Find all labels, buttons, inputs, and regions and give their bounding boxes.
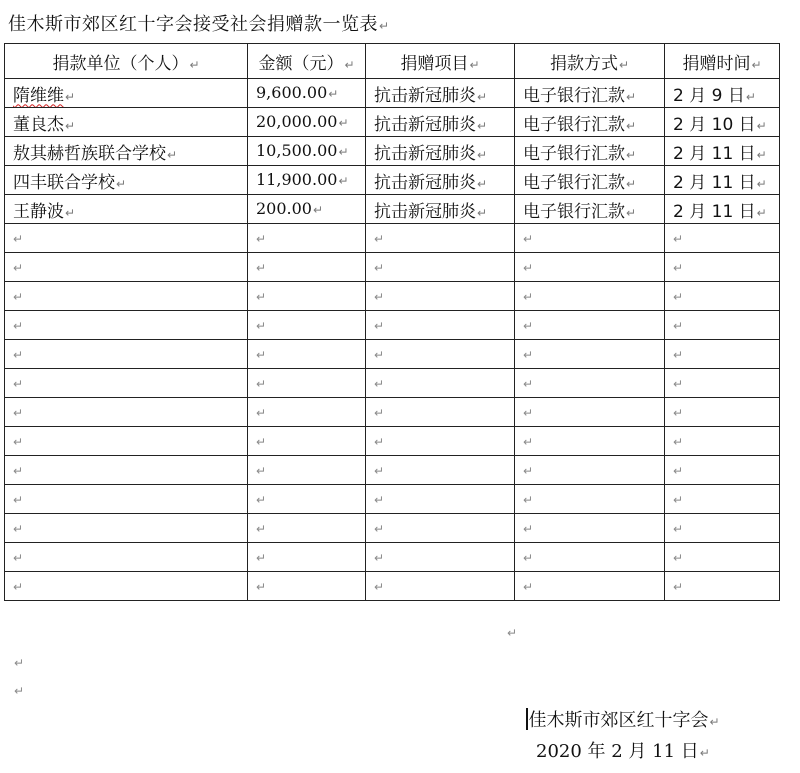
cell-project-empty bbox=[366, 224, 515, 253]
cell-amount bbox=[248, 137, 366, 166]
cell-amount-empty bbox=[248, 398, 366, 427]
paragraph-mark-icon: ↵ bbox=[328, 87, 339, 101]
cell-date-empty bbox=[665, 543, 780, 572]
cell-date-empty bbox=[665, 572, 780, 601]
table-row-empty bbox=[5, 340, 780, 369]
cell-project bbox=[366, 108, 515, 137]
cell-project-empty bbox=[366, 543, 515, 572]
header-date-label: 捐赠时间 bbox=[682, 53, 751, 74]
cell-date bbox=[665, 195, 780, 224]
cell-method-empty bbox=[515, 456, 665, 485]
cell-donor bbox=[5, 137, 248, 166]
cell-amount bbox=[248, 195, 366, 224]
project-value: 抗击新冠肺炎 bbox=[374, 114, 476, 135]
cell-amount-empty bbox=[248, 340, 366, 369]
cell-method-empty bbox=[515, 340, 665, 369]
cell-method-empty bbox=[515, 282, 665, 311]
header-project bbox=[366, 44, 515, 79]
cell-date-empty bbox=[665, 485, 780, 514]
paragraph-mark-icon: ↵ bbox=[756, 205, 767, 220]
cell-donor-empty bbox=[5, 572, 248, 601]
cell-amount-empty bbox=[248, 485, 366, 514]
paragraph-mark-icon: ↵ bbox=[256, 261, 267, 275]
cell-amount-empty bbox=[248, 427, 366, 456]
amount-value: 20,000.00 bbox=[256, 112, 338, 131]
cell-amount bbox=[248, 79, 366, 108]
cell-project-empty bbox=[366, 311, 515, 340]
cell-method bbox=[515, 79, 665, 108]
table-header-row bbox=[5, 44, 780, 79]
cell-date-empty bbox=[665, 253, 780, 282]
paragraph-mark-icon: ↵ bbox=[116, 176, 127, 191]
paragraph-mark-icon: ↵ bbox=[477, 147, 488, 162]
paragraph-mark-icon: ↵ bbox=[673, 493, 684, 507]
project-value: 抗击新冠肺炎 bbox=[374, 172, 476, 193]
table-row-empty bbox=[5, 456, 780, 485]
signature-organization bbox=[526, 706, 720, 732]
paragraph-mark-icon: ↵ bbox=[756, 176, 767, 191]
paragraph-mark-icon: ↵ bbox=[523, 522, 534, 536]
header-amount-label: 金额（元） bbox=[258, 53, 344, 74]
table-row-empty bbox=[5, 514, 780, 543]
table-row-empty bbox=[5, 253, 780, 282]
paragraph-mark-icon: ↵ bbox=[673, 406, 684, 420]
table-row-empty bbox=[5, 282, 780, 311]
method-value: 电子银行汇款 bbox=[523, 85, 625, 106]
header-donor-label: 捐款单位（个人） bbox=[52, 53, 189, 74]
paragraph-mark-icon: ↵ bbox=[673, 435, 684, 449]
cell-method-empty bbox=[515, 253, 665, 282]
table-row-empty bbox=[5, 369, 780, 398]
paragraph-mark-icon: ↵ bbox=[673, 319, 684, 333]
paragraph-mark-icon: ↵ bbox=[13, 348, 24, 362]
header-project-label: 捐赠项目 bbox=[400, 53, 469, 74]
cell-donor bbox=[5, 195, 248, 224]
table-row-empty bbox=[5, 427, 780, 456]
cell-project bbox=[366, 79, 515, 108]
paragraph-mark-icon: ↵ bbox=[338, 174, 349, 188]
table-row-empty bbox=[5, 398, 780, 427]
method-value: 电子银行汇款 bbox=[523, 143, 625, 164]
paragraph-mark-icon: ↵ bbox=[256, 232, 267, 246]
paragraph-mark-icon: ↵ bbox=[673, 551, 684, 565]
donor-name: 王静波 bbox=[13, 201, 64, 222]
paragraph-mark-icon: ↵ bbox=[699, 746, 710, 760]
donor-name: 隋维维 bbox=[13, 85, 64, 106]
table-row bbox=[5, 166, 780, 195]
cell-project-empty bbox=[366, 427, 515, 456]
cell-project-empty bbox=[366, 572, 515, 601]
cell-donor bbox=[5, 79, 248, 108]
date-value: 2 月 9 日 bbox=[673, 85, 745, 106]
cell-amount-empty bbox=[248, 543, 366, 572]
paragraph-mark-icon: ↵ bbox=[523, 232, 534, 246]
paragraph-mark-icon: ↵ bbox=[256, 406, 267, 420]
paragraph-mark-icon: ↵ bbox=[256, 464, 267, 478]
amount-value: 9,600.00 bbox=[256, 83, 328, 102]
cell-date-empty bbox=[665, 456, 780, 485]
table-row-empty bbox=[5, 543, 780, 572]
cell-donor-empty bbox=[5, 253, 248, 282]
donation-table bbox=[4, 43, 780, 601]
paragraph-mark-icon: ↵ bbox=[673, 261, 684, 275]
paragraph-mark-icon: ↵ bbox=[618, 57, 630, 72]
amount-value: 11,900.00 bbox=[256, 170, 338, 189]
paragraph-mark-icon: ↵ bbox=[523, 551, 534, 565]
table-row bbox=[5, 137, 780, 166]
paragraph-mark-icon: ↵ bbox=[338, 116, 349, 130]
cell-date-empty bbox=[665, 514, 780, 543]
paragraph-mark-icon: ↵ bbox=[374, 377, 385, 391]
paragraph-mark-icon: ↵ bbox=[477, 176, 488, 191]
paragraph-mark-icon: ↵ bbox=[13, 290, 24, 304]
paragraph-mark-icon: ↵ bbox=[13, 261, 24, 275]
paragraph-mark-icon: ↵ bbox=[673, 290, 684, 304]
project-value: 抗击新冠肺炎 bbox=[374, 85, 476, 106]
cell-donor-empty bbox=[5, 514, 248, 543]
cell-date-empty bbox=[665, 369, 780, 398]
document-title-text: 佳木斯市郊区红十字会接受社会捐赠款一览表 bbox=[8, 14, 378, 35]
paragraph-mark-icon: ↵ bbox=[65, 205, 76, 220]
cell-method bbox=[515, 166, 665, 195]
paragraph-mark-icon: ↵ bbox=[65, 118, 76, 133]
amount-value: 200.00 bbox=[256, 199, 312, 218]
cell-method-empty bbox=[515, 398, 665, 427]
method-value: 电子银行汇款 bbox=[523, 201, 625, 222]
cell-amount-empty bbox=[248, 224, 366, 253]
paragraph-mark-icon: ↵ bbox=[256, 435, 267, 449]
cell-amount-empty bbox=[248, 282, 366, 311]
cell-donor-empty bbox=[5, 340, 248, 369]
cell-project bbox=[366, 195, 515, 224]
cell-method-empty bbox=[515, 543, 665, 572]
paragraph-mark-icon: ↵ bbox=[13, 319, 24, 333]
paragraph-mark-icon: ↵ bbox=[256, 290, 267, 304]
paragraph-mark-icon: ↵ bbox=[256, 580, 267, 594]
text-cursor bbox=[526, 708, 528, 730]
paragraph-mark-icon: ↵ bbox=[673, 348, 684, 362]
paragraph-mark-icon: ↵ bbox=[256, 522, 267, 536]
paragraph-mark-icon: ↵ bbox=[673, 580, 684, 594]
paragraph-mark-icon: ↵ bbox=[673, 377, 684, 391]
signature-organization-text: 佳木斯市郊区红十字会 bbox=[528, 710, 709, 731]
cell-date-empty bbox=[665, 398, 780, 427]
method-value: 电子银行汇款 bbox=[523, 172, 625, 193]
paragraph-mark-icon: ↵ bbox=[756, 147, 767, 162]
paragraph-mark-icon: ↵ bbox=[477, 118, 488, 133]
paragraph-mark-icon: ↵ bbox=[374, 406, 385, 420]
paragraph-mark-icon: ↵ bbox=[256, 493, 267, 507]
header-date bbox=[665, 44, 780, 79]
paragraph-mark-icon: ↵ bbox=[13, 551, 24, 565]
project-value: 抗击新冠肺炎 bbox=[374, 143, 476, 164]
cell-date bbox=[665, 166, 780, 195]
cell-donor bbox=[5, 166, 248, 195]
paragraph-mark-icon: ↵ bbox=[13, 232, 24, 246]
paragraph-mark-icon: ↵ bbox=[523, 319, 534, 333]
paragraph-mark-icon: ↵ bbox=[523, 348, 534, 362]
cell-donor-empty bbox=[5, 456, 248, 485]
paragraph-mark-icon: ↵ bbox=[189, 57, 200, 72]
cell-donor-empty bbox=[5, 398, 248, 427]
paragraph-mark-icon: ↵ bbox=[379, 19, 390, 33]
paragraph-mark-icon: ↵ bbox=[256, 551, 267, 565]
paragraph-mark-icon: ↵ bbox=[374, 522, 385, 536]
table-row bbox=[5, 195, 780, 224]
signature-date bbox=[536, 737, 710, 763]
paragraph-mark-icon: ↵ bbox=[256, 319, 267, 333]
paragraph-mark-icon: ↵ bbox=[756, 118, 767, 133]
paragraph-mark-icon: ↵ bbox=[523, 290, 534, 304]
paragraph-mark-icon: ↵ bbox=[338, 145, 349, 159]
donor-name: 董良杰 bbox=[13, 114, 64, 135]
document-title bbox=[8, 10, 390, 36]
table-row-empty bbox=[5, 572, 780, 601]
paragraph-mark-icon: ↵ bbox=[709, 715, 720, 729]
paragraph-mark-icon: ↵ bbox=[13, 377, 24, 391]
cell-date-empty bbox=[665, 311, 780, 340]
paragraph-mark-icon: ↵ bbox=[13, 493, 24, 507]
table-body bbox=[5, 79, 780, 601]
cell-date-empty bbox=[665, 282, 780, 311]
paragraph-mark-icon: ↵ bbox=[14, 684, 25, 698]
cell-amount-empty bbox=[248, 514, 366, 543]
paragraph-mark-icon: ↵ bbox=[13, 580, 24, 594]
date-value: 2 月 11 日 bbox=[673, 172, 756, 193]
paragraph-mark-icon: ↵ bbox=[374, 435, 385, 449]
header-method-label: 捐款方式 bbox=[549, 53, 618, 74]
paragraph-mark-icon: ↵ bbox=[374, 319, 385, 333]
cell-date-empty bbox=[665, 340, 780, 369]
cell-project-empty bbox=[366, 253, 515, 282]
cell-method-empty bbox=[515, 572, 665, 601]
cell-method-empty bbox=[515, 369, 665, 398]
paragraph-mark-icon: ↵ bbox=[523, 261, 534, 275]
header-method bbox=[515, 44, 665, 79]
cell-amount-empty bbox=[248, 253, 366, 282]
paragraph-mark-icon: ↵ bbox=[626, 176, 637, 191]
paragraph-mark-icon: ↵ bbox=[65, 89, 76, 104]
cell-amount-empty bbox=[248, 572, 366, 601]
paragraph-mark-icon: ↵ bbox=[477, 89, 488, 104]
cell-project-empty bbox=[366, 282, 515, 311]
cell-method bbox=[515, 195, 665, 224]
signature-date-text: 2020 年 2 月 11 日 bbox=[536, 741, 699, 762]
cell-project-empty bbox=[366, 340, 515, 369]
paragraph-mark-icon: ↵ bbox=[523, 580, 534, 594]
cell-project bbox=[366, 137, 515, 166]
paragraph-mark-icon: ↵ bbox=[626, 205, 637, 220]
paragraph-mark-icon: ↵ bbox=[626, 147, 637, 162]
paragraph-mark-icon: ↵ bbox=[374, 551, 385, 565]
paragraph-mark-icon: ↵ bbox=[374, 348, 385, 362]
paragraph-mark-icon: ↵ bbox=[751, 57, 762, 72]
paragraph-mark-icon: ↵ bbox=[673, 464, 684, 478]
paragraph-mark-icon: ↵ bbox=[374, 232, 385, 246]
amount-value: 10,500.00 bbox=[256, 141, 338, 160]
paragraph-mark-icon: ↵ bbox=[523, 435, 534, 449]
cell-amount-empty bbox=[248, 311, 366, 340]
cell-project bbox=[366, 166, 515, 195]
paragraph-mark-icon: ↵ bbox=[14, 656, 25, 670]
date-value: 2 月 11 日 bbox=[673, 201, 756, 222]
cell-method-empty bbox=[515, 311, 665, 340]
paragraph-mark-icon: ↵ bbox=[477, 205, 488, 220]
cell-project-empty bbox=[366, 514, 515, 543]
cell-donor-empty bbox=[5, 282, 248, 311]
cell-date bbox=[665, 137, 780, 166]
header-amount bbox=[248, 44, 366, 79]
paragraph-mark-icon: ↵ bbox=[523, 406, 534, 420]
table-row bbox=[5, 79, 780, 108]
header-donor bbox=[5, 44, 248, 79]
cell-donor-empty bbox=[5, 369, 248, 398]
cell-donor-empty bbox=[5, 427, 248, 456]
cell-method bbox=[515, 137, 665, 166]
date-value: 2 月 10 日 bbox=[673, 114, 756, 135]
paragraph-mark-icon: ↵ bbox=[523, 377, 534, 391]
cell-date bbox=[665, 79, 780, 108]
paragraph-mark-icon: ↵ bbox=[626, 89, 637, 104]
cell-project-empty bbox=[366, 485, 515, 514]
project-value: 抗击新冠肺炎 bbox=[374, 201, 476, 222]
table-row-empty bbox=[5, 311, 780, 340]
paragraph-mark-icon: ↵ bbox=[626, 118, 637, 133]
table-row bbox=[5, 108, 780, 137]
paragraph-mark-icon: ↵ bbox=[374, 261, 385, 275]
cell-method bbox=[515, 108, 665, 137]
cell-project-empty bbox=[366, 398, 515, 427]
cell-date-empty bbox=[665, 224, 780, 253]
cell-donor-empty bbox=[5, 224, 248, 253]
paragraph-mark-icon: ↵ bbox=[13, 435, 24, 449]
cell-date bbox=[665, 108, 780, 137]
cell-project-empty bbox=[366, 456, 515, 485]
cell-amount bbox=[248, 166, 366, 195]
paragraph-mark-icon: ↵ bbox=[13, 522, 24, 536]
paragraph-mark-icon: ↵ bbox=[374, 290, 385, 304]
table-row-empty bbox=[5, 224, 780, 253]
cell-donor-empty bbox=[5, 543, 248, 572]
paragraph-mark-icon: ↵ bbox=[374, 493, 385, 507]
paragraph-mark-icon: ↵ bbox=[13, 406, 24, 420]
paragraph-mark-icon: ↵ bbox=[344, 57, 355, 72]
cell-amount-empty bbox=[248, 456, 366, 485]
donor-name: 敖其赫哲族联合学校 bbox=[13, 143, 166, 164]
cell-donor-empty bbox=[5, 311, 248, 340]
cell-method-empty bbox=[515, 427, 665, 456]
cell-donor bbox=[5, 108, 248, 137]
donor-name: 四丰联合学校 bbox=[13, 172, 115, 193]
paragraph-mark-icon: ↵ bbox=[312, 203, 324, 217]
paragraph-mark-icon: ↵ bbox=[167, 147, 178, 162]
cell-amount bbox=[248, 108, 366, 137]
paragraph-mark-icon: ↵ bbox=[374, 464, 385, 478]
cell-amount-empty bbox=[248, 369, 366, 398]
paragraph-mark-icon: ↵ bbox=[13, 464, 24, 478]
paragraph-mark-icon: ↵ bbox=[673, 232, 684, 246]
paragraph-mark-icon: ↵ bbox=[523, 464, 534, 478]
paragraph-mark-icon: ↵ bbox=[256, 348, 267, 362]
method-value: 电子银行汇款 bbox=[523, 114, 625, 135]
paragraph-mark-icon: ↵ bbox=[673, 522, 684, 536]
paragraph-mark-icon: ↵ bbox=[745, 89, 756, 104]
cell-donor-empty bbox=[5, 485, 248, 514]
cell-method-empty bbox=[515, 224, 665, 253]
paragraph-mark-icon: ↵ bbox=[523, 493, 534, 507]
cell-method-empty bbox=[515, 514, 665, 543]
paragraph-mark-icon: ↵ bbox=[374, 580, 385, 594]
cell-date-empty bbox=[665, 427, 780, 456]
cell-project-empty bbox=[366, 369, 515, 398]
paragraph-mark-icon: ↵ bbox=[507, 626, 518, 640]
cell-method-empty bbox=[515, 485, 665, 514]
date-value: 2 月 11 日 bbox=[673, 143, 756, 164]
paragraph-mark-icon: ↵ bbox=[469, 57, 480, 72]
table-row-empty bbox=[5, 485, 780, 514]
paragraph-mark-icon: ↵ bbox=[256, 377, 267, 391]
